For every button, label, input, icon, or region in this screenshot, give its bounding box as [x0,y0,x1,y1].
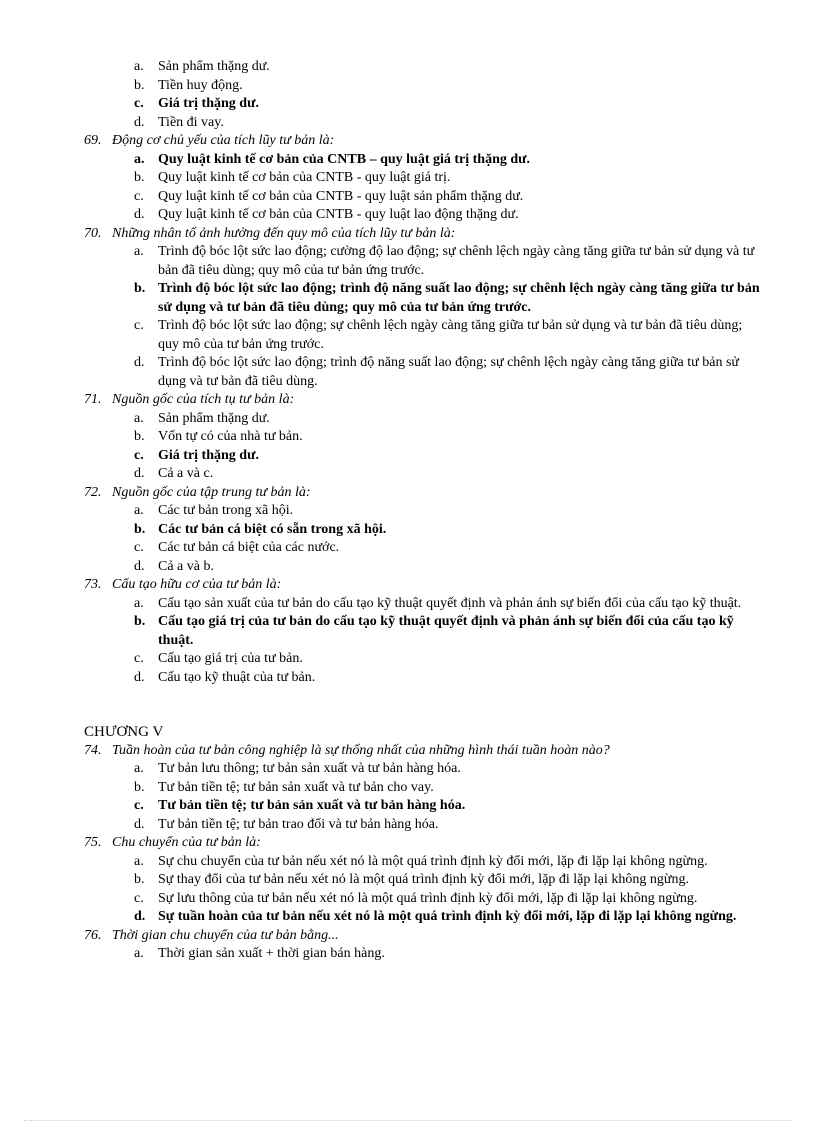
question-text: Tuần hoàn của tư bản công nghiệp là sự thống nhất của những hình thái tuần hoàn nào? [112,742,610,758]
option-text: Tiền đi vay. [158,114,224,130]
option-text: Trình độ bóc lột sức lao động; trình độ năng suất lao động; sự chênh lệch ngày càng tăng giữa tư bản sử dụng và tư bản đã tiêu dùng. [158,355,739,389]
option-label: a. [134,151,145,167]
question [84,132,764,151]
option-text: Tư bản lưu thông; tư bản sản xuất và tư bản hàng hóa. [158,761,461,776]
option-text: Sản phẩm thặng dư. [158,410,270,426]
question-text: Nguồn gốc của tích tụ tư bản là: [112,392,295,407]
answer-option [84,58,764,77]
question-number: 72. [84,484,102,500]
option-text: Quy luật kinh tế cơ bản của CNTB - quy luật sản phẩm thặng dư. [158,188,524,204]
option-label: c. [134,798,144,813]
question [84,742,764,761]
option-text: Trình độ bóc lột sức lao động; cường độ lao động; sự chênh lệch ngày càng tăng giữa tư bản sử dụng và tư bản đã tiêu dùng; quy mô của tư bản ứng trước. [158,244,755,278]
answer-option [84,77,764,96]
option-label: b. [134,521,146,537]
option-label: a. [134,761,144,776]
answer-option [84,317,764,354]
option-text: Các tư bản cá biệt của các nước. [158,540,340,555]
question-text: Cấu tạo hữu cơ của tư bản là: [112,577,282,592]
option-label: d. [134,909,146,924]
option-label: c. [134,540,144,555]
option-text: Tư bản tiền tệ; tư bản sản xuất và tư bản hàng hóa. [158,798,466,813]
question-text: Động cơ chủ yếu của tích lũy tư bản là: [112,133,335,148]
option-label: d. [134,816,145,832]
option-text: Thời gian sản xuất + thời gian bán hàng. [158,946,385,961]
question [84,484,764,503]
option-label: c. [134,447,144,463]
option-label: b. [134,77,145,93]
question-number: 73. [84,577,102,592]
option-text: Tư bản tiền tệ; tư bản sản xuất và tư bản cho vay. [158,779,434,795]
option-label: d. [134,558,145,574]
question-number: 75. [84,835,102,850]
question-number: 70. [84,225,102,241]
question-number: 74. [84,742,102,758]
document-content [84,58,764,964]
option-text: Các tư bản trong xã hội. [158,503,294,518]
answer-option [84,410,764,429]
answer-option [84,114,764,133]
question-text: Thời gian chu chuyển của tư bản bằng... [112,927,339,943]
chapter-heading: CHƯƠNG V [84,724,164,740]
question [84,225,764,244]
option-label: b. [134,170,145,185]
option-text: Quy luật kinh tế cơ bản của CNTB - quy luật giá trị. [158,170,451,185]
question-number: 69. [84,133,102,148]
option-label: c. [134,890,144,906]
option-text: Quy luật kinh tế cơ bản của CNTB – quy luật giá trị thặng dư. [158,151,531,167]
option-label: c. [134,651,144,666]
option-text: Sự chu chuyển của tư bản nếu xét nó là một quá trình định kỳ đổi mới, lặp đi lặp lại không ngừng. [158,853,708,869]
question-text: Những nhân tố ảnh hưởng đến quy mô của tích lũy tư bản là: [112,225,456,241]
question [84,391,764,410]
option-text: Trình độ bóc lột sức lao động; trình độ năng suất lao động; sự chênh lệch ngày càng tăng giữa tư bản sử dụng và tư bản đã tiêu dùng; quy mô của tư bản ứng trước. [158,281,760,315]
answer-option [84,428,764,447]
answer-option [84,760,764,779]
question [84,927,764,946]
option-label: a. [134,410,144,426]
option-label: b. [134,872,145,887]
answer-option-correct [84,613,764,650]
answer-option-correct [84,521,764,540]
option-text: Sự thay đổi của tư bản nếu xét nó là một quá trình định kỳ đổi mới, lặp đi lặp lại không ngừng. [158,872,689,887]
answer-option [84,816,764,835]
answer-option [84,650,764,669]
answer-option [84,188,764,207]
answer-option [84,871,764,890]
page-bottom-rule [24,1120,792,1121]
option-text: Cấu tạo giá trị của tư bản do cấu tạo kỹ thuật quyết định và phản ánh sự biến đổi của cấu tạo kỹ thuật. [158,614,734,648]
option-text: Cấu tạo giá trị của tư bản. [158,651,303,666]
option-label: c. [134,96,144,111]
option-text: Sản phẩm thặng dư. [158,59,270,74]
option-text: Sự tuần hoàn của tư bản nếu xét nó là một quá trình định kỳ đổi mới, lặp đi lặp lại không ngừng. [158,909,737,924]
answer-option-correct [84,280,764,317]
option-label: a. [134,503,144,518]
answer-option [84,669,764,688]
option-label: a. [134,244,144,259]
option-label: a. [134,946,144,961]
option-text: Cấu tạo kỹ thuật của tư bản. [158,669,316,685]
question-number: 71. [84,392,102,407]
answer-option-correct [84,447,764,466]
option-label: d. [134,355,145,370]
answer-option [84,853,764,872]
option-text: Giá trị thặng dư. [158,96,259,111]
option-text: Cấu tạo sản xuất của tư bản do cấu tạo kỹ thuật quyết định và phản ánh sự biến đổi của cấu tạo kỹ thuật. [158,595,742,611]
question-text: Chu chuyển của tư bản là: [112,835,261,850]
option-label: b. [134,429,145,444]
option-text: Giá trị thặng dư. [158,447,259,463]
answer-option [84,465,764,484]
option-label: d. [134,466,145,481]
answer-option-correct [84,95,764,114]
answer-option-correct [84,797,764,816]
question-number: 76. [84,927,102,943]
answer-option-correct [84,908,764,927]
option-label: d. [134,669,145,685]
answer-option [84,890,764,909]
option-label: b. [134,281,146,296]
option-text: Cả a và b. [158,558,214,574]
answer-option [84,206,764,225]
option-text: Cả a và c. [158,466,214,481]
option-label: c. [134,188,144,204]
option-text: Quy luật kinh tế cơ bản của CNTB - quy luật lao động thặng dư. [158,207,519,222]
answer-option [84,354,764,391]
option-label: d. [134,207,145,222]
option-label: a. [134,59,144,74]
answer-option [84,558,764,577]
answer-option [84,243,764,280]
option-label: c. [134,318,144,333]
option-label: a. [134,595,144,611]
option-text: Tư bản tiền tệ; tư bản trao đổi và tư bản hàng hóa. [158,816,439,832]
question-text: Nguồn gốc của tập trung tư bản là: [112,484,311,500]
option-label: a. [134,853,144,869]
option-text: Trình độ bóc lột sức lao động; sự chênh lệch ngày càng tăng giữa tư bản sử dụng và tư bản đã tiêu dùng; quy mô của tư bản ứng trước. [158,318,743,352]
question [84,834,764,853]
answer-option [84,539,764,558]
option-text: Vốn tự có của nhà tư bản. [158,429,303,444]
answer-option [84,595,764,614]
option-label: b. [134,779,145,795]
option-text: Sự lưu thông của tư bản nếu xét nó là một quá trình định kỳ đổi mới, lặp đi lặp lại không ngừng. [158,890,698,906]
option-text: Các tư bản cá biệt có sẵn trong xã hội. [158,521,387,537]
question [84,576,764,595]
answer-option [84,945,764,964]
option-label: b. [134,614,146,629]
option-text: Tiền huy động. [158,77,243,93]
option-label: d. [134,114,145,130]
answer-option [84,779,764,798]
answer-option [84,169,764,188]
answer-option-correct [84,151,764,170]
answer-option [84,502,764,521]
